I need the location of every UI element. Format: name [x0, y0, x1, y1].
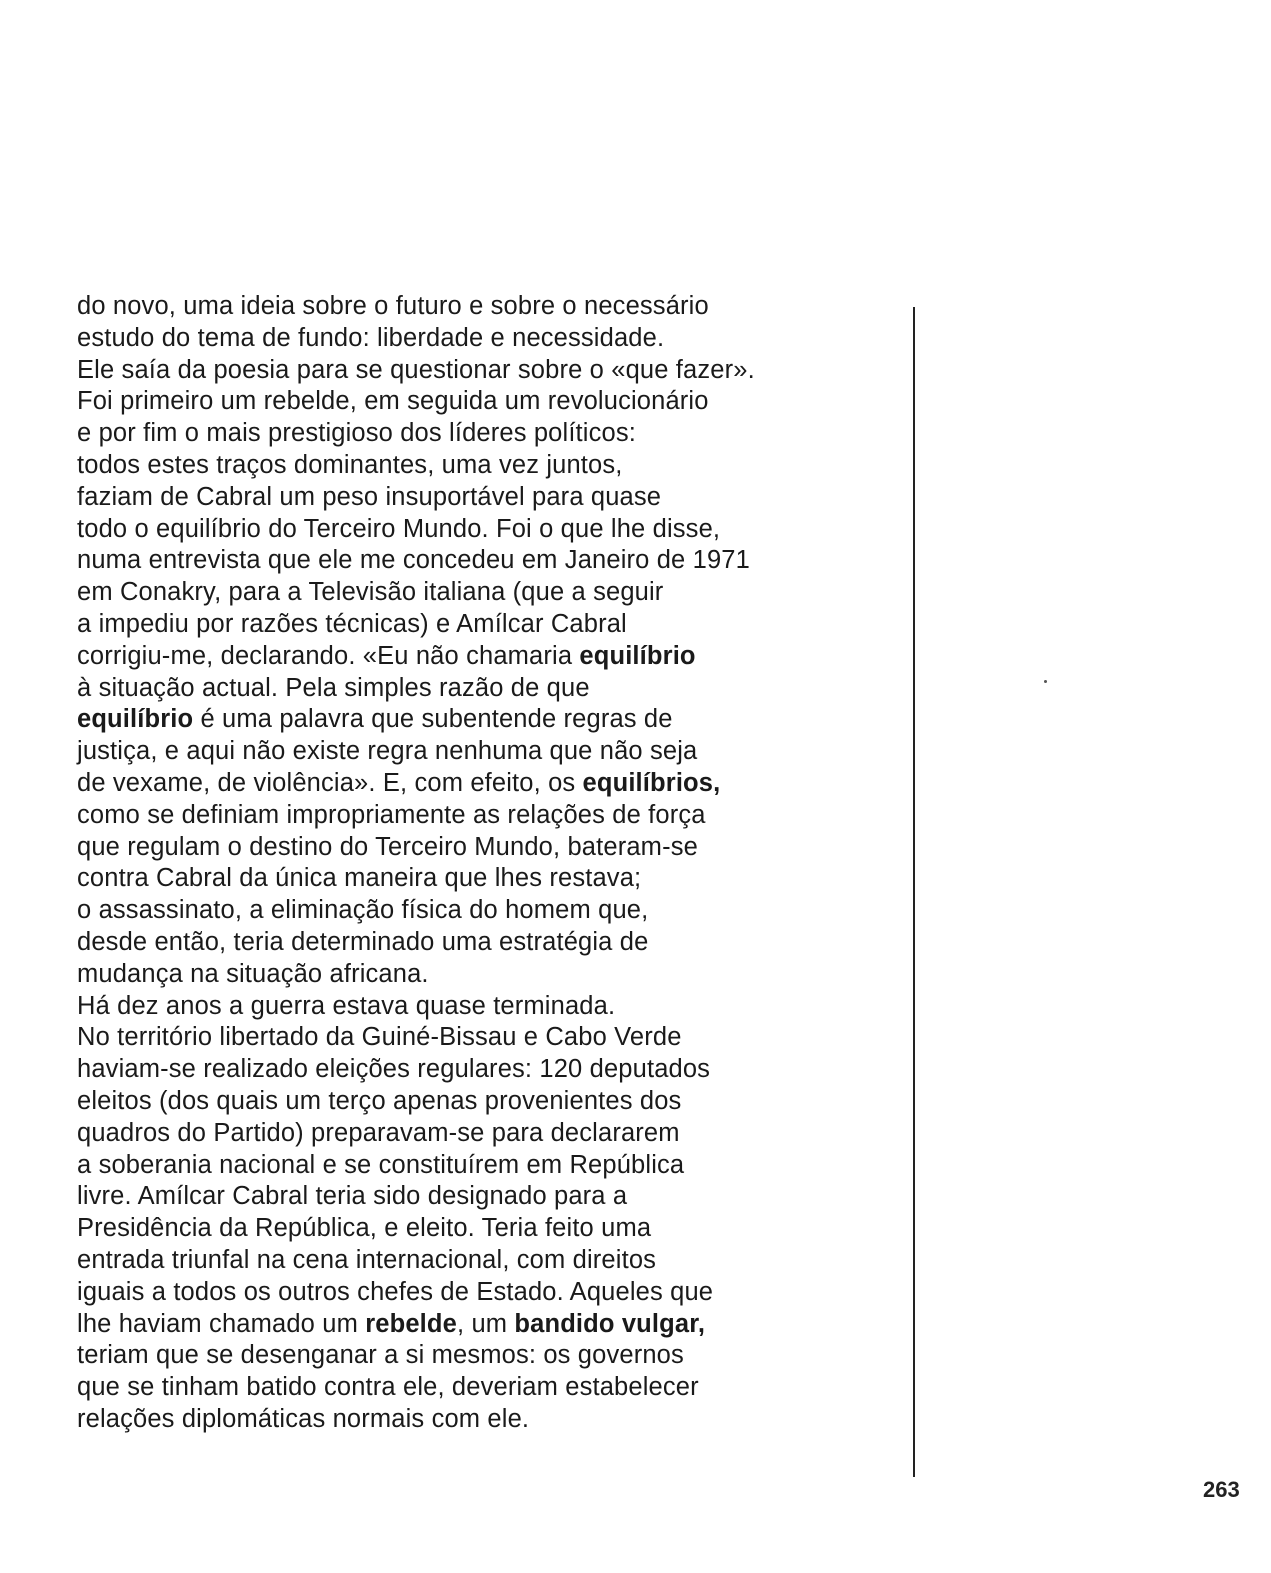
text-line: e por fim o mais prestigioso dos líderes políticos:: [77, 419, 636, 448]
text-line: do novo, uma ideia sobre o futuro e sobre o necessário: [77, 292, 709, 320]
text-line: justiça, e aqui não existe regra nenhuma que não seja: [77, 737, 698, 766]
text-line: iguais a todos os outros chefes de Estado. Aqueles que: [77, 1277, 714, 1306]
text-line: em Conakry, para a Televisão italiana (que a seguir: [77, 578, 664, 607]
emphasis: bandido vulgar,: [514, 1309, 706, 1338]
text-line: à situação actual. Pela simples razão de que: [77, 673, 590, 702]
text-run: , um: [456, 1309, 515, 1338]
text-line: [77, 704, 907, 736]
scan-speck: [1044, 680, 1047, 683]
body-text: [77, 291, 907, 1436]
text-line: numa entrevista que ele me concedeu em Janeiro de 1971: [77, 546, 750, 575]
text-line: entrada triunfal na cena internacional, com direitos: [77, 1245, 657, 1274]
text-line: a impediu por razões técnicas) e Amílcar Cabral: [77, 609, 627, 638]
text-line: contra Cabral da única maneira que lhes restava;: [77, 864, 642, 893]
text-line: [77, 1309, 907, 1341]
text-line: mudança na situação africana.: [77, 959, 429, 988]
text-line: Presidência da República, e eleito. Teria feito uma: [77, 1214, 652, 1243]
text-run: lhe haviam chamado um: [77, 1309, 366, 1338]
text-line: relações diplomáticas normais com ele.: [77, 1404, 530, 1433]
text-line: livre. Amílcar Cabral teria sido designado para a: [77, 1182, 628, 1211]
text-line: [77, 768, 907, 800]
text-line: todos estes traços dominantes, uma vez juntos,: [77, 450, 623, 479]
text-line: haviam-se realizado eleições regulares: 120 deputados: [77, 1055, 711, 1084]
text-line: Há dez anos a guerra estava quase terminada.: [77, 991, 616, 1020]
text-line: a soberania nacional e se constituírem em República: [77, 1150, 685, 1179]
page-number: 263: [1203, 1477, 1240, 1502]
text-line: todo o equilíbrio do Terceiro Mundo. Foi o que lhe disse,: [77, 514, 721, 543]
text-run: corrigiu-me, declarando. «Eu não chamaria: [77, 641, 580, 670]
emphasis: equilíbrio: [77, 705, 194, 734]
text-line: Foi primeiro um rebelde, em seguida um revolucionário: [77, 387, 709, 416]
emphasis: equilíbrio: [579, 641, 696, 670]
text-line: estudo do tema de fundo: liberdade e necessidade.: [77, 323, 665, 352]
text-run: é uma palavra que subentende regras de: [193, 705, 673, 734]
text-line: No território libertado da Guiné-Bissau e Cabo Verde: [77, 1023, 682, 1052]
text-line: o assassinato, a eliminação física do homem que,: [77, 896, 649, 925]
margin-rule: [913, 307, 915, 1477]
emphasis: equilíbrios,: [582, 768, 721, 797]
text-line: [77, 641, 907, 673]
text-line: teriam que se desenganar a si mesmos: os governos: [77, 1341, 684, 1370]
text-line: que regulam o destino do Terceiro Mundo, bateram-se: [77, 832, 698, 861]
text-line: quadros do Partido) preparavam-se para declararem: [77, 1118, 680, 1147]
text-line: eleitos (dos quais um terço apenas provenientes dos: [77, 1086, 682, 1115]
text-line: Ele saía da poesia para se questionar sobre o «que fazer».: [77, 355, 755, 384]
text-line: que se tinham batido contra ele, deveriam estabelecer: [77, 1373, 699, 1402]
text-line: como se definiam impropriamente as relações de força: [77, 800, 706, 829]
text-line: desde então, teria determinado uma estratégia de: [77, 927, 649, 956]
text-line: faziam de Cabral um peso insuportável para quase: [77, 482, 662, 511]
emphasis: rebelde: [365, 1309, 457, 1338]
text-run: de vexame, de violência». E, com efeito, os: [77, 768, 583, 797]
